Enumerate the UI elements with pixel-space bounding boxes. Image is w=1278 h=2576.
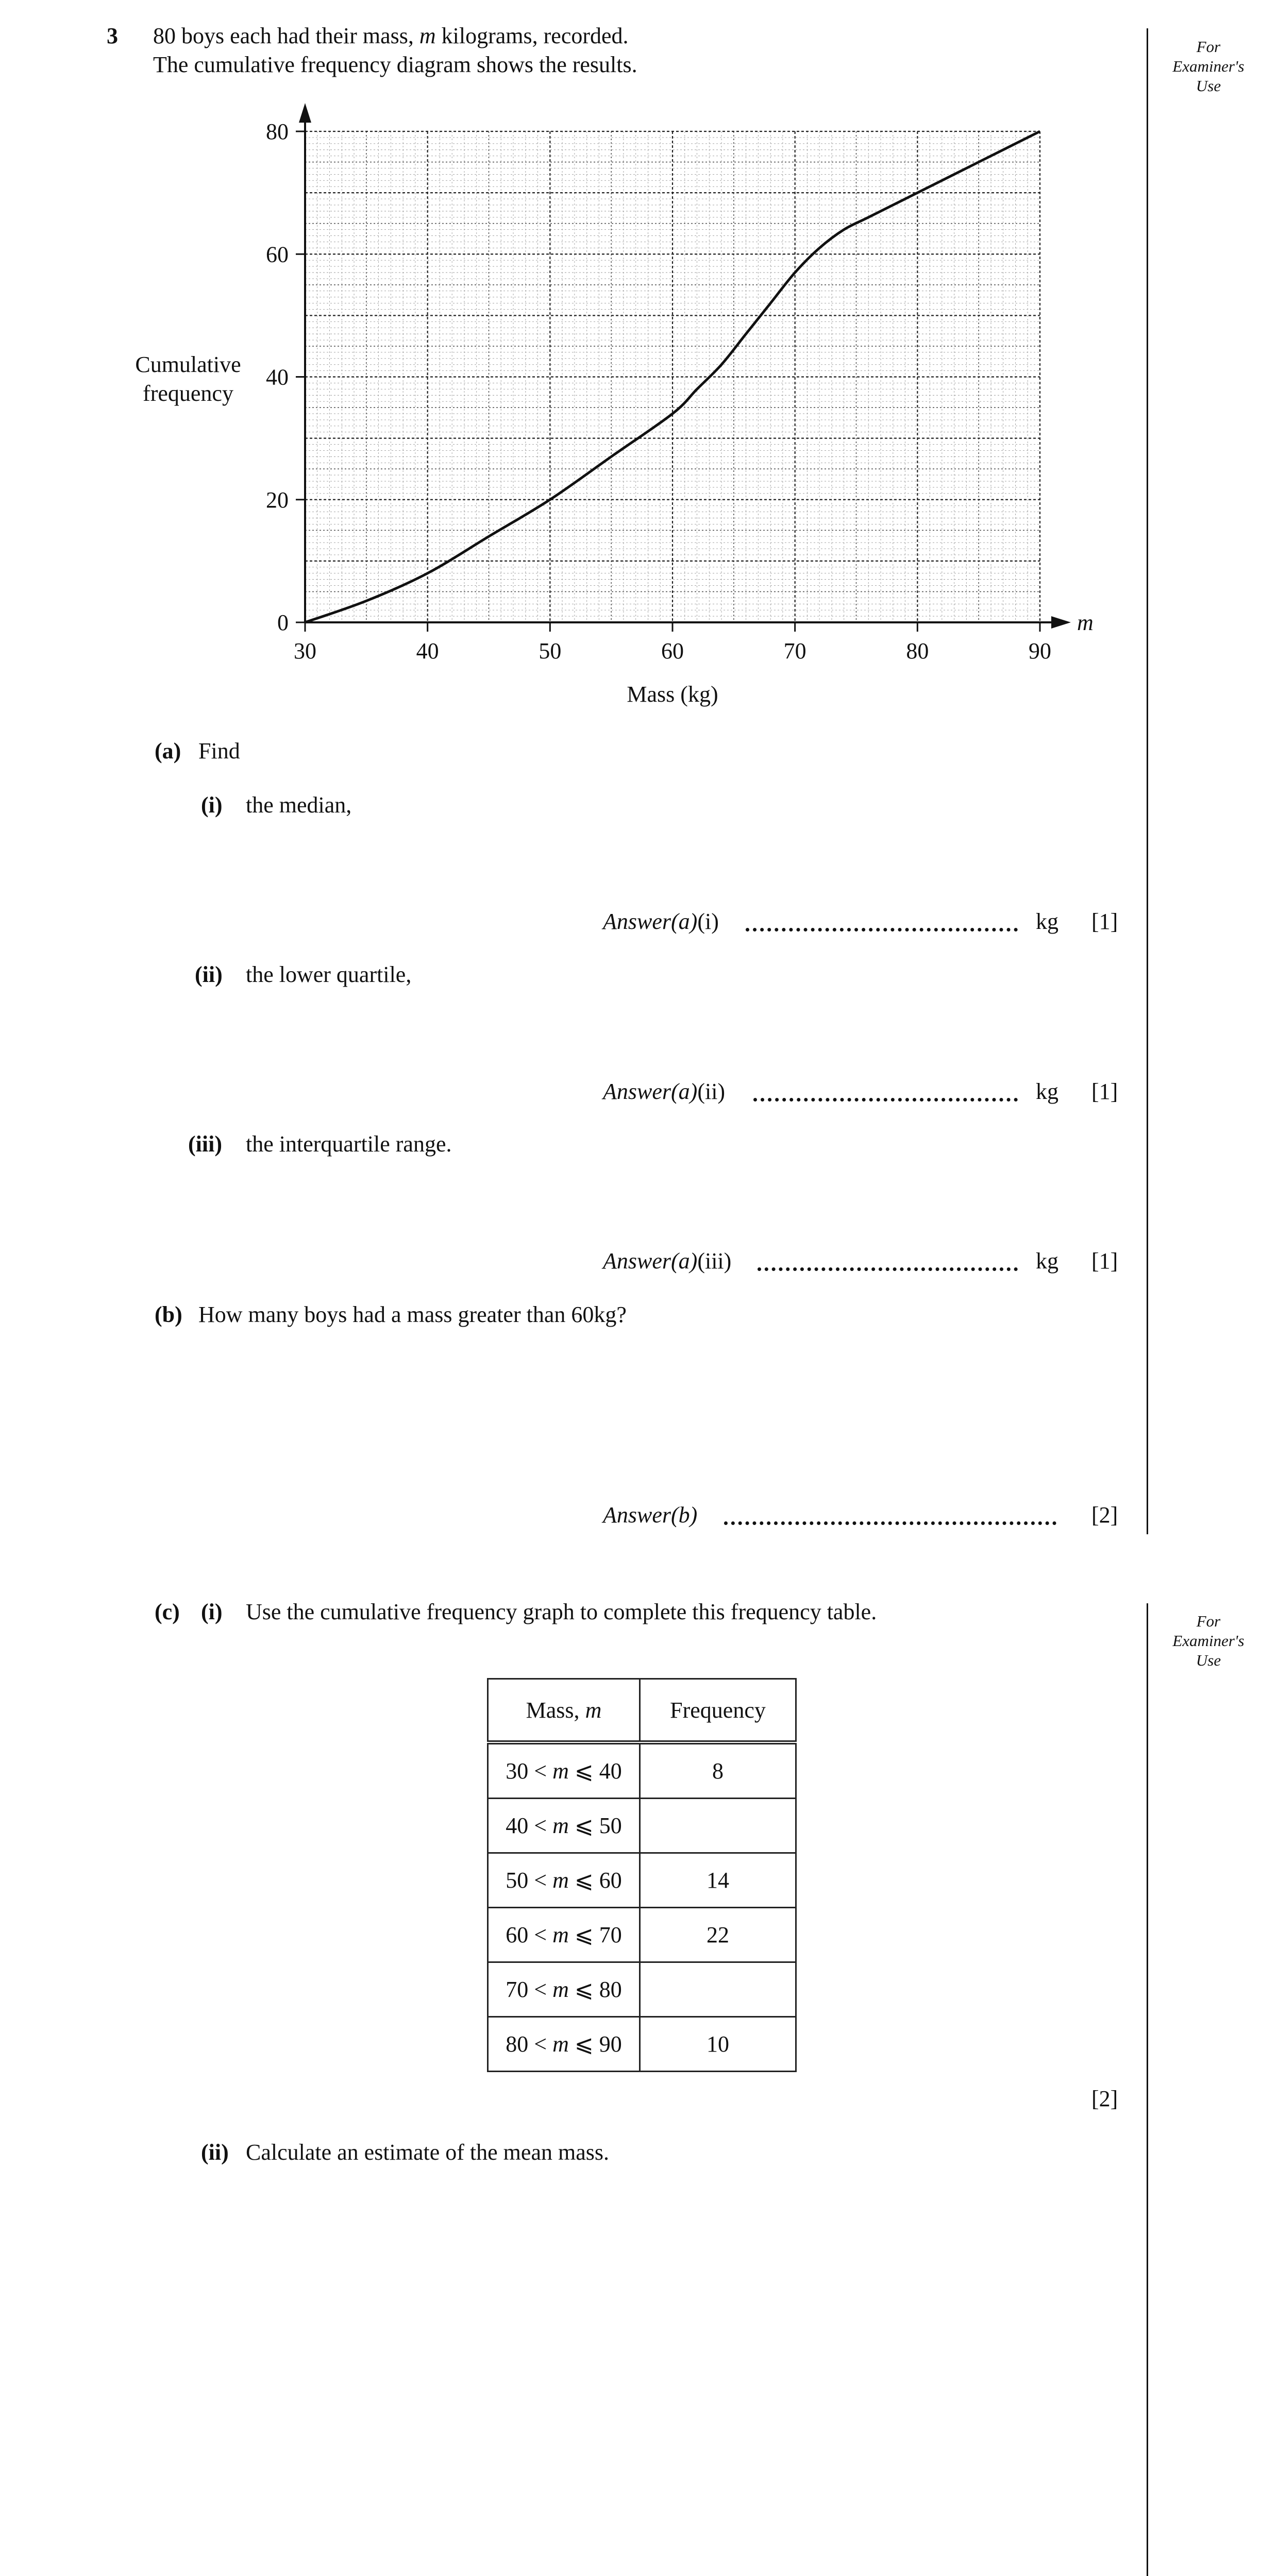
y-tick-label: 40 (266, 364, 289, 390)
mass-interval (488, 1908, 640, 1962)
chart-grid (305, 131, 1040, 622)
answer-suffix: (ii) (697, 1079, 726, 1104)
y-axis-arrow (299, 103, 311, 123)
table-header-row (488, 1679, 796, 1743)
answer-suffix: (iii) (697, 1248, 732, 1274)
x-tick-label: 60 (661, 638, 684, 664)
part-c-ii-label: (ii) (201, 2140, 229, 2165)
y-tick-label: 80 (266, 119, 289, 144)
table-row (488, 1799, 796, 1853)
le-sign: ⩽ (574, 1758, 594, 1784)
question-number: 3 (107, 23, 118, 48)
interval-lo: 80 (506, 2031, 529, 2057)
margin-rule-bottom (1147, 1603, 1148, 2576)
part-c-i-label: (i) (201, 1599, 223, 1624)
interval-hi: 40 (599, 1758, 622, 1784)
examiner-label-line: Use (1196, 1651, 1221, 1669)
examiner-label-line: For (1196, 1612, 1221, 1630)
le-sign: ⩽ (574, 1922, 594, 1947)
interval-hi: 80 (599, 1977, 622, 2002)
answer-prefix: Answer(a) (603, 1248, 698, 1274)
part-c-ii-text: Calculate an estimate of the mean mass. (246, 2140, 609, 2165)
examiner-label-line: Examiner's (1172, 1632, 1245, 1650)
frequency-cell: 10 (640, 2017, 796, 2072)
x-tick-label: 80 (906, 638, 929, 664)
frequency-cell: 8 (640, 1742, 796, 1799)
cumulative-frequency-chart (0, 0, 1278, 732)
answer-b-field[interactable] (724, 1521, 1056, 1525)
part-a-text: Find (198, 738, 240, 764)
unit-label: kg (1036, 1248, 1058, 1274)
answer-b-row (0, 1502, 1278, 1533)
x-axis-label: Mass (kg) (627, 682, 718, 707)
frequency-input-cell[interactable] (640, 1799, 796, 1853)
x-tick-label: 70 (783, 638, 806, 664)
le-sign: ⩽ (574, 1977, 594, 2002)
answer-a-ii-label (603, 1078, 725, 1105)
le-sign: ⩽ (574, 2031, 594, 2057)
answer-prefix: Answer(a) (603, 909, 698, 934)
lt-sign: < (534, 2031, 547, 2057)
le-sign: ⩽ (574, 1813, 594, 1838)
interval-hi: 50 (599, 1813, 622, 1838)
x-tick-label: 30 (294, 638, 316, 664)
answer-a-iii-label (603, 1248, 731, 1275)
y-tick-label: 60 (266, 242, 289, 267)
intro-text-a: 80 boys each had their mass, (153, 23, 419, 48)
table-row (488, 1742, 796, 1799)
answer-suffix: (i) (697, 909, 719, 934)
frequency-input-cell[interactable] (640, 1962, 796, 2017)
answer-a-i-field[interactable] (746, 928, 1018, 931)
x-axis-variable: m (1077, 610, 1094, 635)
answer-a-i-row (0, 908, 1278, 939)
lt-sign: < (534, 1977, 547, 2002)
chart-labels (135, 352, 1093, 707)
interval-hi: 90 (599, 2031, 622, 2057)
part-b-label: (b) (155, 1302, 182, 1327)
x-tick-label: 90 (1029, 638, 1051, 664)
answer-a-iii-row (0, 1248, 1278, 1279)
interval-lo: 70 (506, 1977, 529, 2002)
mass-interval (488, 1799, 640, 1853)
answer-a-iii-field[interactable] (758, 1267, 1018, 1271)
x-tick-label: 40 (416, 638, 439, 664)
unit-label: kg (1036, 909, 1058, 934)
marks-label: [2] (1091, 1502, 1118, 1528)
part-a-ii-text: the lower quartile, (246, 962, 412, 987)
part-b-text: How many boys had a mass greater than 60kg? (198, 1302, 627, 1327)
part-a-label: (a) (155, 738, 181, 764)
interval-hi: 70 (599, 1922, 622, 1947)
mass-interval (488, 1742, 640, 1799)
answer-prefix: Answer(a) (603, 1079, 698, 1104)
x-axis-arrow (1051, 616, 1071, 629)
table-row (488, 1962, 796, 2017)
table-row (488, 2017, 796, 2072)
chart-ticks (266, 119, 1051, 664)
frequency-table (487, 1678, 797, 2072)
lt-sign: < (534, 1758, 547, 1784)
part-c-i-marks: [2] (1091, 2086, 1118, 2111)
y-tick-label: 0 (277, 610, 289, 635)
answer-a-i-label (603, 908, 719, 935)
interval-var: m (552, 2031, 569, 2057)
interval-var: m (552, 1868, 569, 1893)
interval-lo: 60 (506, 1922, 529, 1947)
interval-var: m (552, 1977, 569, 2002)
marks-label: [1] (1091, 909, 1118, 934)
part-a-iii-label: (iii) (188, 1131, 222, 1157)
frequency-cell: 22 (640, 1908, 796, 1962)
interval-var: m (552, 1813, 569, 1838)
table-row (488, 1908, 796, 1962)
x-tick-label: 50 (539, 638, 562, 664)
mass-interval (488, 2017, 640, 2072)
header-mass (488, 1679, 640, 1743)
interval-lo: 40 (506, 1813, 529, 1838)
answer-a-ii-row (0, 1078, 1278, 1109)
y-axis-label: Cumulative (135, 352, 241, 377)
frequency-cell: 14 (640, 1853, 796, 1908)
part-c-i-text: Use the cumulative frequency graph to complete this frequency table. (246, 1599, 877, 1624)
header-frequency: Frequency (640, 1679, 796, 1743)
intro-variable: m (419, 23, 436, 48)
lt-sign: < (534, 1868, 547, 1893)
part-a-i-text: the median, (246, 792, 352, 818)
table-row (488, 1853, 796, 1908)
examiner-label-line: Examiner's (1172, 57, 1245, 75)
header-mass-text: Mass, (526, 1697, 585, 1723)
mass-interval (488, 1962, 640, 2017)
interval-hi: 60 (599, 1868, 622, 1893)
y-axis-label: frequency (143, 381, 233, 406)
unit-label: kg (1036, 1079, 1058, 1104)
interval-var: m (552, 1922, 569, 1947)
examiner-label-line: Use (1196, 77, 1221, 95)
answer-a-ii-field[interactable] (753, 1098, 1018, 1101)
examiner-use-label-2 (1170, 1612, 1247, 1670)
y-tick-label: 20 (266, 487, 289, 513)
part-a-i-label: (i) (201, 792, 223, 818)
part-c-label: (c) (155, 1599, 180, 1624)
mass-interval (488, 1853, 640, 1908)
marks-label: [1] (1091, 1248, 1118, 1274)
header-mass-var: m (585, 1697, 602, 1723)
part-a-iii-text: the interquartile range. (246, 1131, 452, 1157)
lt-sign: < (534, 1922, 547, 1947)
examiner-label-line: For (1196, 38, 1221, 56)
answer-b-label: Answer(b) (603, 1502, 698, 1528)
marks-label: [1] (1091, 1079, 1118, 1104)
interval-lo: 50 (506, 1868, 529, 1893)
lt-sign: < (534, 1813, 547, 1838)
le-sign: ⩽ (574, 1868, 594, 1893)
part-a-ii-label: (ii) (195, 962, 223, 987)
interval-var: m (552, 1758, 569, 1784)
interval-lo: 30 (506, 1758, 529, 1784)
question-intro-line2: The cumulative frequency diagram shows the results. (153, 52, 637, 77)
intro-text-b: kilograms, recorded. (435, 23, 629, 48)
